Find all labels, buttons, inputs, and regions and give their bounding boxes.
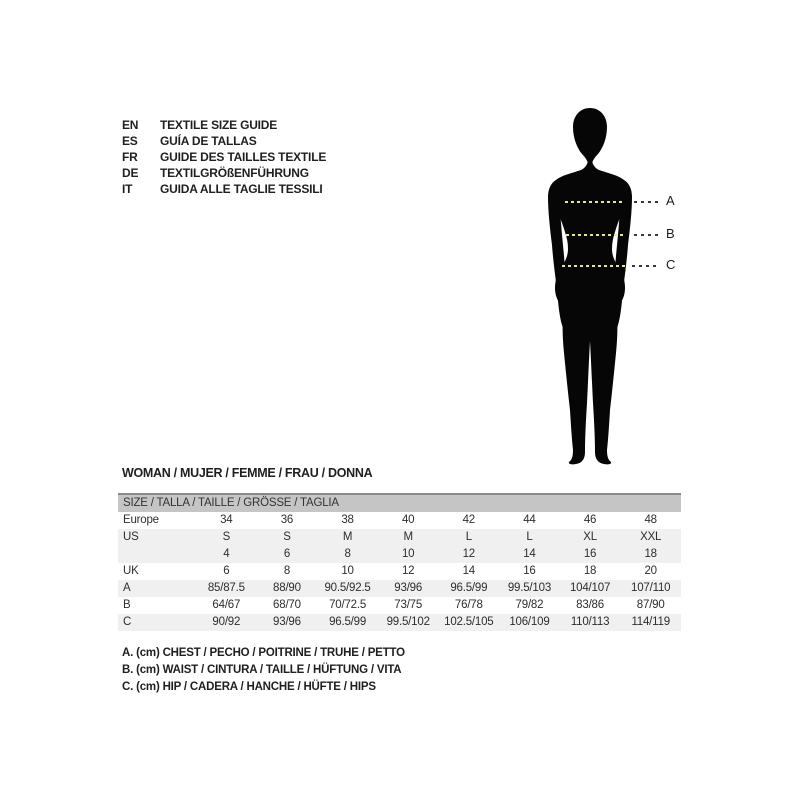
language-code: IT [122,182,133,196]
table-cell: 12 [462,548,476,560]
table-cell: 48 [644,514,657,526]
table-cell: 14 [523,548,536,560]
table-cell: 107/110 [631,582,671,594]
silhouette-leg-right [590,301,617,464]
table-cell: M [403,531,413,543]
table-cell: 40 [401,514,415,526]
table-cell: XL [583,531,597,543]
table-cell: 83/86 [576,599,604,611]
table-cell: 79/82 [515,599,544,611]
table-cell: 36 [280,514,294,526]
silhouette-head [573,108,607,163]
table-cell: 76/78 [454,599,483,611]
table-cell: 44 [523,514,536,526]
language-label: GUIDE DES TAILLES TEXTILE [160,150,327,164]
table-cell: 8 [283,565,291,577]
language-row [122,133,326,149]
table-cell: 10 [341,565,354,577]
language-row [122,181,326,197]
row-label: B [123,599,131,611]
table-cell: S [222,531,231,543]
legend-line-chest: A. (cm) CHEST / PECHO / POITRINE / TRUHE / PETTO [122,647,405,659]
row-label: UK [123,565,139,577]
table-row [118,580,681,597]
row-label: C [123,616,132,628]
row-label: A [123,582,131,594]
table-cell: 6 [223,565,230,577]
table-header: SIZE / TALLA / TAILLE / GRÖSSE / TAGLIA [118,493,681,512]
woman-silhouette-icon [520,105,660,467]
table-cell: 96.5/99 [450,582,488,594]
table-cell: 87/90 [636,599,665,611]
language-label: TEXTILE SIZE GUIDE [160,118,278,132]
table-cell: 110/113 [570,616,610,628]
language-code: FR [122,150,138,164]
table-row [118,546,681,563]
section-title: WOMAN / MUJER / FEMME / FRAU / DONNA [122,466,373,480]
table-row [118,597,681,614]
table-cell: 64/67 [212,599,241,611]
language-code: EN [122,118,139,132]
table-cell: 99.5/102 [386,616,430,628]
size-guide-figure [520,105,705,467]
language-label: GUIDA ALLE TAGLIE TESSILI [160,182,323,196]
table-cell: 96.5/99 [329,616,367,628]
language-row [122,117,326,133]
table-cell: 16 [523,565,536,577]
table-cell: 14 [462,565,476,577]
table-cell: L [465,531,472,543]
table-cell: 102.5/105 [444,616,494,628]
table-row [118,512,681,529]
table-cell: 99.5/103 [507,582,552,594]
table-cell: 6 [283,548,291,560]
table-cell: S [283,531,291,543]
table-cell: 34 [220,514,233,526]
table-cell: 18 [583,565,597,577]
table-cell: 4 [223,548,230,560]
size-table [118,493,681,631]
table-cell: M [342,531,353,543]
language-label: GUÍA DE TALLAS [160,134,257,148]
silhouette-leg-left [563,301,590,464]
language-code: DE [122,166,139,180]
table-cell: 46 [583,514,597,526]
table-cell: 106/109 [509,616,550,628]
language-header [122,117,326,197]
row-label [118,546,196,563]
legend-line-hip: C. (cm) HIP / CADERA / HANCHE / HÜFTE / HIPS [122,681,376,693]
language-label: TEXTILGRÖßENFÜHRUNG [160,166,309,180]
table-cell: 20 [644,565,657,577]
table-cell: 90/92 [212,616,241,628]
table-cell: 42 [462,514,476,526]
table-cell: 93/96 [273,616,301,628]
language-row [122,165,326,181]
table-cell: 90.5/92.5 [324,582,371,594]
table-cell: 104/107 [569,582,611,594]
table-cell: 18 [644,548,657,560]
language-code: ES [122,134,138,148]
measure-label-chest: A [666,193,675,208]
table-cell: 16 [583,548,597,560]
table-cell: XXL [640,531,662,543]
table-cell: 73/75 [394,599,423,611]
table-cell: 10 [401,548,415,560]
measure-label-hip: C [666,257,676,272]
table-cell: 8 [344,548,351,560]
table-row [118,529,681,546]
measurement-legend [122,645,405,696]
table-cell: 38 [341,514,354,526]
table-cell: 68/70 [273,599,301,611]
table-cell: L [526,531,533,543]
table-cell: 70/72.5 [329,599,367,611]
table-row [118,563,681,580]
measure-label-waist: B [666,226,675,241]
language-row [122,149,326,165]
row-label: Europe [123,514,159,526]
table-cell: 85/87.5 [207,582,245,594]
legend-line-waist: B. (cm) WAIST / CINTURA / TAILLE / HÜFTUNG / VITA [122,664,402,676]
table-cell: 93/96 [394,582,423,594]
table-cell: 114/119 [631,616,670,628]
size-table-body [118,512,681,631]
row-label: US [123,531,139,543]
table-cell: 88/90 [273,582,301,594]
table-row [118,614,681,631]
table-cell: 12 [401,565,415,577]
